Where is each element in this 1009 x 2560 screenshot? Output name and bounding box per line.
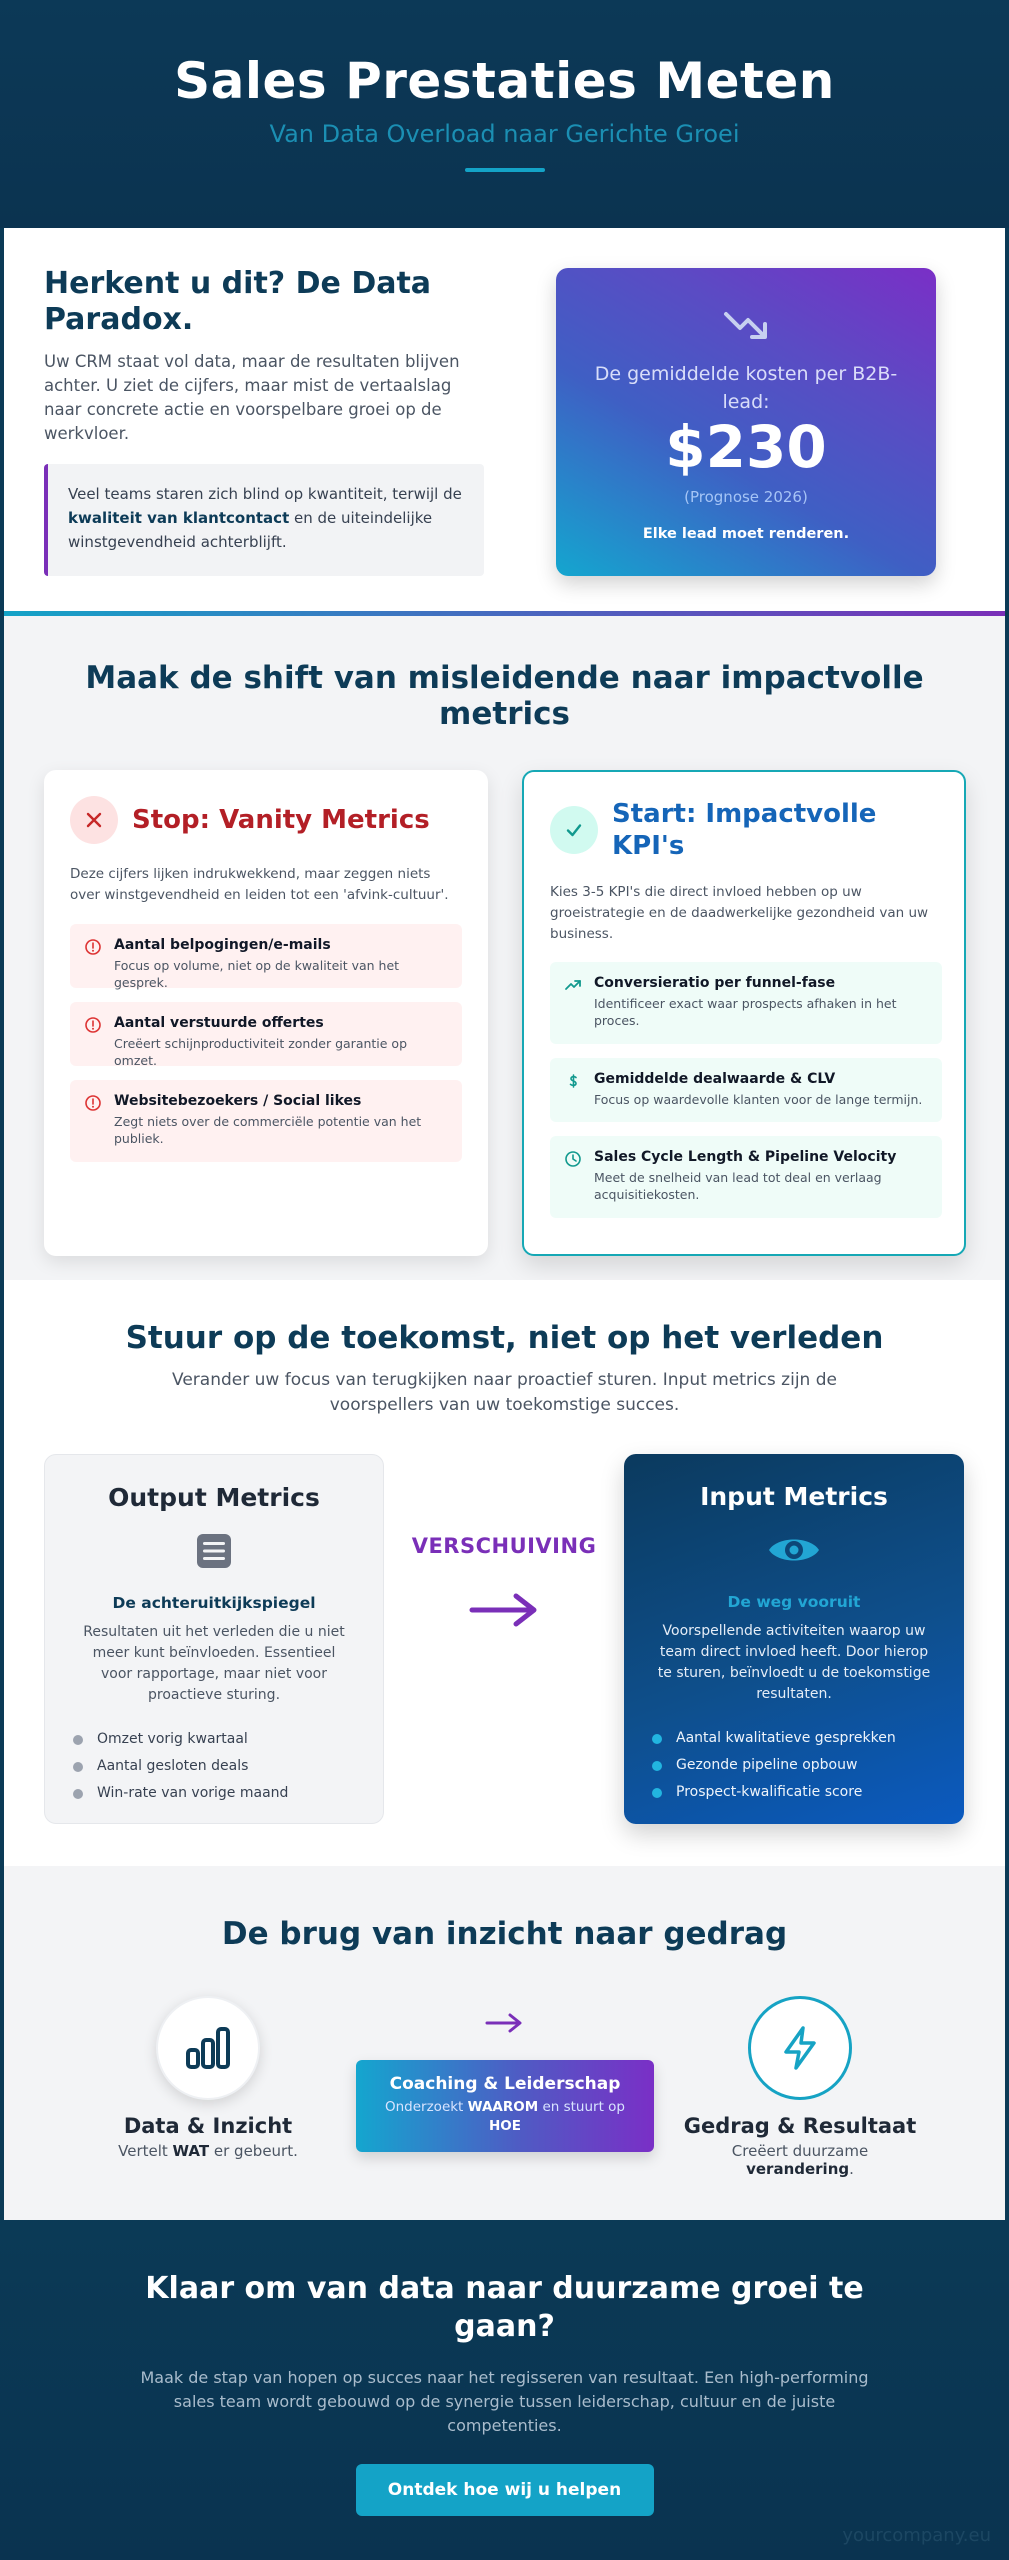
- item-desc: Identificeer exact waar prospects afhaken in het proces.: [594, 996, 897, 1028]
- bullet: [652, 1788, 662, 1798]
- desc-pre: Onderzoekt: [384, 2099, 468, 2115]
- input-subtitle: De weg vooruit: [727, 1593, 861, 1611]
- output-desc: Resultaten uit het verleden die u niet meer kunt beïnvloeden. Essentieel voor rapportage, maar niet voor proactieve sturing.: [83, 1624, 345, 1703]
- quote-text-pre: Veel teams staren zich blind op kwantiteit, terwijl de: [68, 485, 462, 503]
- input-metrics-card: [624, 1454, 964, 1824]
- shift-label: VERSCHUIVING: [411, 1534, 597, 1558]
- list-item: [550, 1058, 942, 1122]
- output-list: [73, 1726, 383, 1807]
- list-item: [73, 1753, 383, 1780]
- cost-label: De gemiddelde kosten per B2B-lead:: [594, 363, 898, 413]
- desc-mid: en stuurt op: [538, 2099, 626, 2115]
- desc-post: er gebeurt.: [209, 2142, 298, 2160]
- item-title: Gemiddelde dealwaarde & CLV: [594, 1071, 836, 1087]
- bullet: [73, 1735, 83, 1745]
- page-subtitle: Van Data Overload naar Gerichte Groei: [269, 120, 740, 148]
- alert-circle-icon: [84, 1094, 102, 1112]
- check-icon: [550, 806, 598, 854]
- cost-forecast: (Prognose 2026): [684, 488, 808, 506]
- stop-vanity-card: [44, 770, 488, 1256]
- list-item: [550, 962, 942, 1044]
- node-desc: [88, 2142, 328, 2160]
- list-item: [70, 924, 462, 988]
- cta-desc: Maak de stap van hopen op succes naar het regisseren van resultaat. Een high-performing sales team wordt gebouwd op de synergie tussen leiderschap, cultuur en de juiste competenties.: [140, 2368, 869, 2435]
- desc-bold: verandering: [746, 2160, 850, 2178]
- lead-cost-card: [556, 268, 936, 576]
- stop-card-title: Stop: Vanity Metrics: [132, 805, 430, 835]
- dollar-icon: [564, 1072, 582, 1090]
- list-item: [73, 1726, 383, 1753]
- item-desc: Focus op volume, niet op de kwaliteit van het gesprek.: [114, 958, 400, 990]
- bridge-title: De brug van inzicht naar gedrag: [221, 1916, 788, 1952]
- desc-post: .: [849, 2160, 854, 2178]
- page-title: Sales Prestaties Meten: [174, 52, 835, 110]
- output-title: Output Metrics: [108, 1483, 320, 1512]
- item-label: Prospect-kwalificatie score: [676, 1784, 863, 1800]
- input-title: Input Metrics: [700, 1482, 888, 1511]
- data-insight-node: [88, 1996, 328, 2160]
- future-lead: Verander uw focus van terugkijken naar proactief sturen. Input metrics zijn de voorspellers van uw toekomstige succes.: [172, 1370, 837, 1415]
- document-list-icon: [45, 1528, 383, 1574]
- node-title: Data & Inzicht: [123, 2114, 293, 2138]
- trending-up-icon: [564, 976, 582, 994]
- start-kpi-card: [522, 770, 966, 1256]
- arrow-right-icon: [484, 2012, 524, 2034]
- behavior-result-node: [680, 1996, 920, 2178]
- start-card-desc: Kies 3-5 KPI's die direct invloed hebben op uw groeistrategie en de daadwerkelijke gezondheid van uw business.: [550, 884, 929, 942]
- item-title: Conversieratio per funnel-fase: [594, 975, 836, 991]
- future-title: Stuur op de toekomst, niet op het verleden: [125, 1320, 884, 1356]
- lightning-icon: [748, 1996, 852, 2100]
- arrow-right-icon: [466, 1590, 542, 1630]
- item-title: Aantal verstuurde offertes: [114, 1015, 324, 1031]
- alert-circle-icon: [84, 1016, 102, 1034]
- cost-note: Elke lead moet renderen.: [642, 526, 850, 542]
- close-icon: [70, 796, 118, 844]
- data-paradox-section: [4, 228, 1005, 616]
- desc-bold: WAT: [172, 2142, 210, 2160]
- metrics-shift-section: [4, 616, 1005, 1280]
- input-list: [652, 1725, 964, 1806]
- quote-text-post: en de uiteindelijke winstgevendheid achterblijft.: [68, 509, 433, 551]
- trending-down-icon: [556, 306, 936, 346]
- start-card-header: [550, 798, 912, 862]
- bar-chart-icon: [156, 1996, 260, 2100]
- paradox-lead: Uw CRM staat vol data, maar de resultaten blijven achter. U ziet de cijfers, maar mist de vertaalslag naar concrete actie en voorspelbare groei op de werkvloer.: [44, 352, 460, 443]
- bridge-center-title: Coaching & Leiderschap: [389, 2074, 621, 2094]
- alert-circle-icon: [84, 938, 102, 956]
- list-item: [550, 1136, 942, 1218]
- paradox-title: Herkent u dit? De Data Paradox.: [44, 266, 432, 337]
- bridge-section: [4, 1866, 1005, 2220]
- cta-footer: [0, 2220, 1009, 2560]
- list-item: [73, 1780, 383, 1807]
- bullet: [652, 1761, 662, 1771]
- stop-card-header: [70, 796, 430, 844]
- item-desc: Focus op waardevolle klanten voor de lange termijn.: [594, 1092, 923, 1107]
- input-desc: Voorspellende activiteiten waarop uw team direct invloed heeft. Door hierop te sturen, beïnvloedt u de toekomstige resultaten.: [657, 1623, 931, 1702]
- list-item: [70, 1080, 462, 1162]
- desc-bold: HOE: [489, 2118, 521, 2134]
- item-desc: Zegt niets over de commerciële potentie van het publiek.: [114, 1114, 422, 1146]
- coaching-leadership-box: [356, 2060, 654, 2152]
- item-label: Aantal gesloten deals: [97, 1758, 249, 1774]
- eye-icon: [624, 1527, 964, 1573]
- watermark: yourcompany.eu: [842, 2525, 991, 2546]
- discover-help-button[interactable]: Ontdek hoe wij u helpen: [356, 2464, 654, 2516]
- list-item: [652, 1752, 964, 1779]
- item-label: Omzet vorig kwartaal: [97, 1731, 248, 1747]
- cta-title: Klaar om van data naar duurzame groei te gaan?: [145, 2271, 864, 2344]
- future-section: [4, 1280, 1005, 1866]
- desc-pre: Creëert duurzame: [731, 2142, 869, 2160]
- node-desc: [680, 2142, 920, 2178]
- bullet: [73, 1762, 83, 1772]
- clock-icon: [564, 1150, 582, 1168]
- quote-text-bold: kwaliteit van klantcontact: [68, 509, 290, 527]
- output-metrics-card: [44, 1454, 384, 1824]
- item-desc: Creëert schijnproductiviteit zonder garantie op omzet.: [114, 1036, 408, 1068]
- list-item: [70, 1002, 462, 1066]
- desc-pre: Vertelt: [118, 2142, 173, 2160]
- paradox-quote: [44, 464, 484, 576]
- item-title: Sales Cycle Length & Pipeline Velocity: [594, 1149, 897, 1165]
- desc-bold: WAAROM: [467, 2099, 539, 2115]
- stop-card-desc: Deze cijfers lijken indrukwekkend, maar zeggen niets over winstgevendheid en leiden tot een 'afvink-cultuur'.: [70, 866, 449, 903]
- output-subtitle: De achteruitkijkspiegel: [112, 1594, 316, 1612]
- title-divider: [465, 168, 545, 172]
- list-item: [652, 1725, 964, 1752]
- bullet: [652, 1734, 662, 1744]
- shift-title: Maak de shift van misleidende naar impactvolle metrics: [85, 660, 924, 732]
- item-title: Aantal belpogingen/e-mails: [114, 937, 331, 953]
- item-label: Gezonde pipeline opbouw: [676, 1757, 858, 1773]
- bullet: [73, 1789, 83, 1799]
- list-item: [652, 1779, 964, 1806]
- start-card-title: Start: Impactvolle KPI's: [612, 799, 877, 861]
- item-label: Win-rate van vorige maand: [97, 1785, 289, 1801]
- hero-header: [0, 0, 1009, 228]
- item-label: Aantal kwalitatieve gesprekken: [676, 1730, 896, 1746]
- bridge-center-desc: [356, 2098, 654, 2136]
- node-title: Gedrag & Resultaat: [683, 2114, 917, 2138]
- item-title: Websitebezoekers / Social likes: [114, 1093, 362, 1109]
- cost-value: $230: [665, 413, 827, 481]
- item-desc: Meet de snelheid van lead tot deal en verlaag acquisitiekosten.: [594, 1170, 882, 1202]
